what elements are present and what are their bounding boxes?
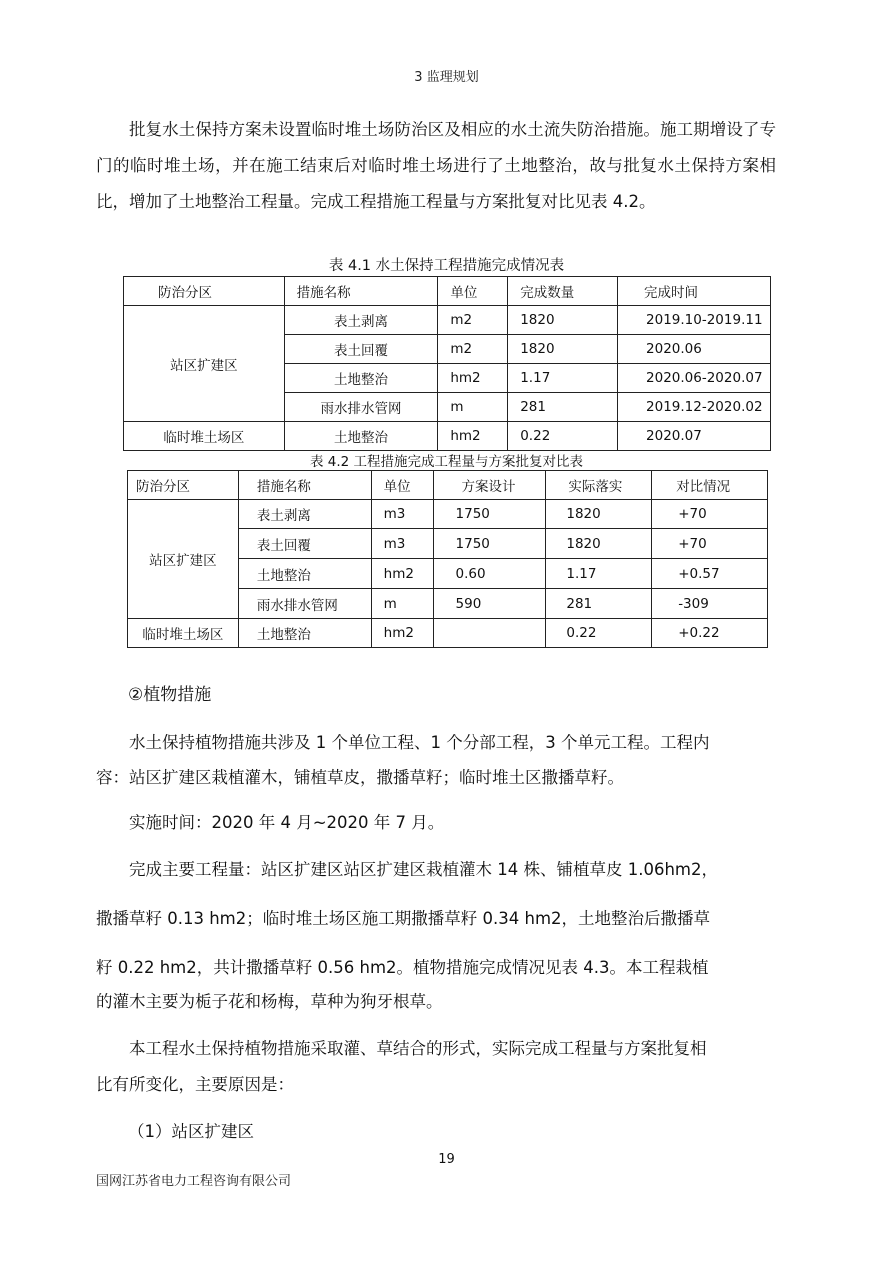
table2-caption: 表 4.2 工程措施完成工程量与方案批复对比表 — [309, 454, 584, 470]
table2-header-cell: 防治分区 — [128, 471, 239, 500]
table-cell: 1.17 — [546, 559, 652, 589]
table-cell: m — [438, 393, 508, 422]
table-cell: 表土剥离 — [238, 500, 371, 529]
table2-group-cell: 站区扩建区 — [128, 500, 239, 619]
table-cell: 1820 — [546, 500, 652, 529]
page-footer: 国网江苏省电力工程咨询有限公司 — [96, 1174, 292, 1189]
table-cell: 1820 — [546, 529, 652, 559]
table-cell: 1750 — [433, 529, 546, 559]
table-row — [128, 619, 768, 648]
table1-group-cell: 站区扩建区 — [124, 306, 285, 422]
table2-header-cell: 实际落实 — [546, 471, 652, 500]
table-cell: 表土剥离 — [284, 306, 438, 335]
table-cell: m3 — [371, 529, 433, 559]
table-cell: m — [371, 589, 433, 619]
table-cell: -309 — [652, 589, 768, 619]
table-cell: 表土回覆 — [238, 529, 371, 559]
table-cell: 0.22 — [508, 422, 618, 451]
body-line: 本工程水土保持植物措施采取灌、草结合的形式，实际完成工程量与方案批复相 — [129, 1039, 707, 1058]
table1 — [123, 276, 771, 451]
table-cell: 土地整治 — [284, 422, 438, 451]
table-cell: 雨水排水管网 — [238, 589, 371, 619]
table2-header-cell: 单位 — [371, 471, 433, 500]
table2-group-cell: 临时堆土场区 — [128, 619, 239, 648]
table-cell: 2020.07 — [618, 422, 771, 451]
table-cell: +70 — [652, 529, 768, 559]
table1-header-cell: 措施名称 — [284, 277, 438, 306]
table-cell: hm2 — [438, 364, 508, 393]
body-line: 比有所变化，主要原因是： — [96, 1075, 294, 1094]
table1-header-row — [124, 277, 771, 306]
table1-header-cell: 单位 — [438, 277, 508, 306]
table-cell: 2019.10-2019.11 — [618, 306, 771, 335]
table-cell: m2 — [438, 335, 508, 364]
table-cell: 1.17 — [508, 364, 618, 393]
table-cell: 2020.06 — [618, 335, 771, 364]
table-cell: 土地整治 — [284, 364, 438, 393]
table1-header-cell: 完成数量 — [508, 277, 618, 306]
table-cell: 590 — [433, 589, 546, 619]
page-number: 19 — [438, 1152, 455, 1167]
body-line: 容：站区扩建区栽植灌木，铺植草皮，撒播草籽；临时堆土区撒播草籽。 — [96, 768, 624, 787]
page-header: 3 监理规划 — [414, 70, 479, 85]
body-line: 水土保持植物措施共涉及 1 个单位工程、1 个分部工程，3 个单元工程。工程内 — [129, 733, 710, 752]
table-cell: +0.22 — [652, 619, 768, 648]
table-cell: 表土回覆 — [284, 335, 438, 364]
table1-header-cell: 完成时间 — [618, 277, 771, 306]
table-cell: hm2 — [438, 422, 508, 451]
table-cell: m3 — [371, 500, 433, 529]
intro-paragraph: 批复水土保持方案未设置临时堆土场防治区及相应的水土流失防治措施。施工期增设了专门的临时堆土场，并在施工结束后对临时堆土场进行了土地整治，故与批复水土保持方案相比，增加了土地整治工程量。完成工程措施工程量与方案批复对比见表 4.2。 — [96, 120, 776, 211]
table-cell: 281 — [546, 589, 652, 619]
table1-group-cell: 临时堆土场区 — [124, 422, 285, 451]
table-cell: hm2 — [371, 619, 433, 648]
table-cell: 土地整治 — [238, 619, 371, 648]
body-line: 籽 0.22 hm2，共计撒播草籽 0.56 hm2。植物措施完成情况见表 4.3。本工程栽植 — [96, 958, 709, 977]
table-cell: 0.60 — [433, 559, 546, 589]
section-heading: ②植物措施 — [128, 685, 212, 705]
table-cell: 2019.12-2020.02 — [618, 393, 771, 422]
table-row — [124, 422, 771, 451]
table-cell: 1750 — [433, 500, 546, 529]
table-cell: m2 — [438, 306, 508, 335]
table-cell: +0.57 — [652, 559, 768, 589]
table1-caption: 表 4.1 水土保持工程措施完成情况表 — [328, 258, 565, 274]
table2-header-row — [128, 471, 768, 500]
body-line: 完成主要工程量：站区扩建区站区扩建区栽植灌木 14 株、铺植草皮 1.06hm2， — [129, 860, 718, 879]
table2-header-cell: 方案设计 — [433, 471, 546, 500]
table1-header-cell: 防治分区 — [124, 277, 285, 306]
table-cell: hm2 — [371, 559, 433, 589]
table2-header-cell: 措施名称 — [238, 471, 371, 500]
table2 — [127, 470, 768, 648]
body-line: 实施时间：2020 年 4 月~2020 年 7 月。 — [129, 813, 445, 832]
table-cell: 1820 — [508, 335, 618, 364]
table-cell — [433, 619, 546, 648]
table-cell: 雨水排水管网 — [284, 393, 438, 422]
table-cell: 0.22 — [546, 619, 652, 648]
table-row — [128, 500, 768, 529]
table-cell: +70 — [652, 500, 768, 529]
table2-header-cell: 对比情况 — [652, 471, 768, 500]
table-cell: 1820 — [508, 306, 618, 335]
table-cell: 281 — [508, 393, 618, 422]
table-cell: 2020.06-2020.07 — [618, 364, 771, 393]
body-line: 撒播草籽 0.13 hm2；临时堆土场区施工期撒播草籽 0.34 hm2，土地整治后撒播草 — [96, 909, 711, 928]
subheading: （1）站区扩建区 — [128, 1122, 254, 1141]
body-line: 的灌木主要为栀子花和杨梅，草种为狗牙根草。 — [96, 992, 443, 1011]
table-cell: 土地整治 — [238, 559, 371, 589]
table-row — [124, 306, 771, 335]
